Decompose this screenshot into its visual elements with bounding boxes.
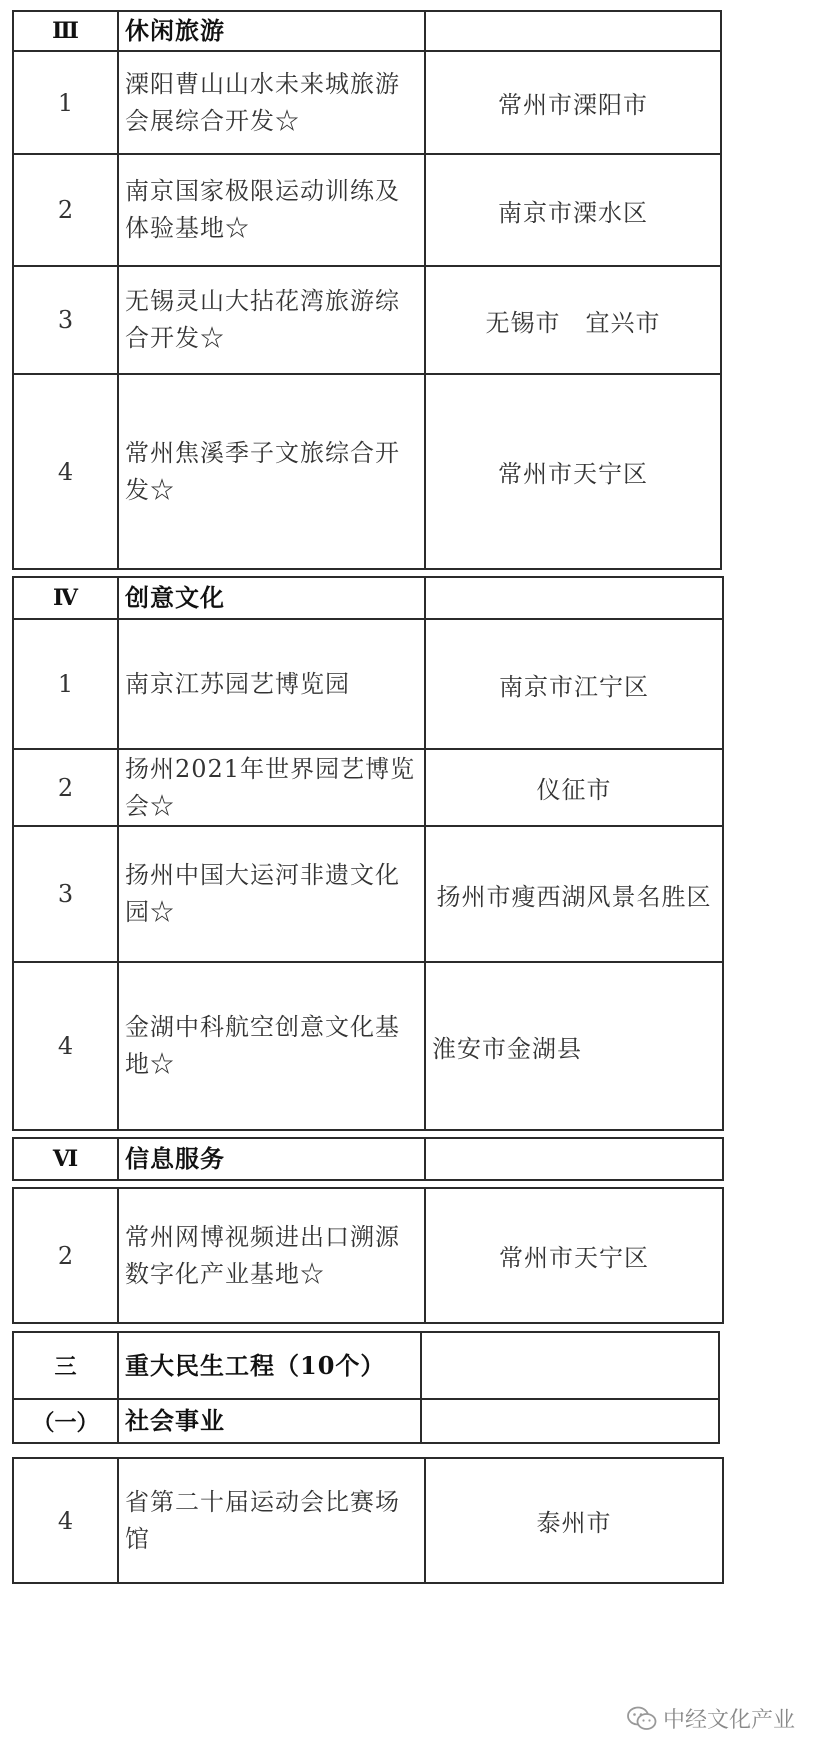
section-code: Ⅲ [13, 11, 118, 51]
section-title: 创意文化 [118, 577, 425, 619]
row-number: 2 [13, 1188, 118, 1323]
section-title: 重大民生工程（10个） [118, 1332, 421, 1399]
row-number: 1 [13, 619, 118, 749]
project-name: 常州焦溪季子文旅综合开发☆ [118, 374, 425, 569]
table-row [13, 962, 723, 1130]
project-name: 扬州2021年世界园艺博览会☆ [118, 749, 425, 826]
project-name: 南京国家极限运动训练及体验基地☆ [118, 154, 425, 266]
project-location: 淮安市金湖县 [425, 962, 723, 1130]
subsection-header-row [13, 1399, 719, 1443]
table-info-services-header [12, 1137, 724, 1181]
project-name: 扬州中国大运河非遗文化园☆ [118, 826, 425, 962]
section-code: 三 [13, 1332, 118, 1399]
table-row [13, 51, 721, 154]
empty-cell [425, 11, 721, 51]
table-info-services [12, 1187, 724, 1324]
section-header-row [13, 11, 721, 51]
project-name: 常州网博视频进出口溯源数字化产业基地☆ [118, 1188, 425, 1323]
row-number: 4 [13, 962, 118, 1130]
table-row [13, 266, 721, 374]
table-row [13, 619, 723, 749]
table-leisure-tourism [12, 10, 722, 570]
subsection-code: （一） [13, 1399, 118, 1443]
row-number: 2 [13, 154, 118, 266]
project-location: 常州市天宁区 [425, 374, 721, 569]
empty-cell [425, 1138, 723, 1180]
table-social-affairs [12, 1457, 724, 1584]
project-name: 南京江苏园艺博览园 [118, 619, 425, 749]
section-header-row [13, 1138, 723, 1180]
row-number: 4 [13, 374, 118, 569]
project-name: 溧阳曹山山水未来城旅游会展综合开发☆ [118, 51, 425, 154]
row-number: 3 [13, 826, 118, 962]
subsection-title: 社会事业 [118, 1399, 421, 1443]
section-code: Ⅳ [13, 577, 118, 619]
project-location: 南京市溧水区 [425, 154, 721, 266]
table-row [13, 826, 723, 962]
watermark-text: 中经文化产业 [662, 1708, 795, 1733]
project-location: 泰州市 [425, 1458, 723, 1583]
project-name: 金湖中科航空创意文化基地☆ [118, 962, 425, 1130]
table-row [13, 749, 723, 826]
table-row [13, 1458, 723, 1583]
row-number: 1 [13, 51, 118, 154]
table-row [13, 154, 721, 266]
section-title: 休闲旅游 [118, 11, 425, 51]
empty-cell [421, 1399, 719, 1443]
table-row [13, 1188, 723, 1323]
row-number: 4 [13, 1458, 118, 1583]
row-number: 3 [13, 266, 118, 374]
section-header-row [13, 1332, 719, 1399]
table-row [13, 374, 721, 569]
section-code: Ⅵ [13, 1138, 118, 1180]
project-location: 仪征市 [425, 749, 723, 826]
wechat-icon [627, 1706, 657, 1732]
project-location: 南京市江宁区 [425, 619, 723, 749]
project-location: 常州市溧阳市 [425, 51, 721, 154]
project-location: 无锡市 宜兴市 [425, 266, 721, 374]
project-name: 无锡灵山大拈花湾旅游综合开发☆ [118, 266, 425, 374]
section-header-row [13, 577, 723, 619]
project-location: 扬州市瘦西湖风景名胜区 [425, 826, 723, 962]
project-name: 省第二十届运动会比赛场馆 [118, 1458, 425, 1583]
empty-cell [425, 577, 723, 619]
section-title: 信息服务 [118, 1138, 425, 1180]
table-creative-culture [12, 576, 724, 1131]
watermark [627, 1703, 795, 1734]
row-number: 2 [13, 749, 118, 826]
project-location: 常州市天宁区 [425, 1188, 723, 1323]
table-livelihood-header [12, 1331, 720, 1444]
empty-cell [421, 1332, 719, 1399]
